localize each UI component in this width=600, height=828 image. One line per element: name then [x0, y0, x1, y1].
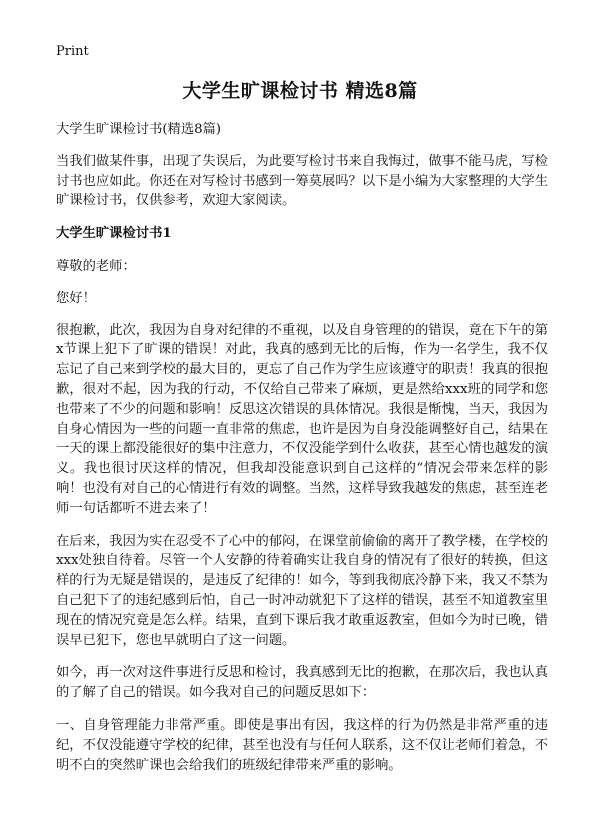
page-title: 大学生旷课检讨书 精选8篇 — [182, 80, 418, 102]
print-link[interactable]: Print — [56, 44, 89, 59]
body-paragraph: 在后来，我因为实在忍受不了心中的郁闷，在课堂前偷偷的离开了教学楼，在学校的xxx处独自待着。尽管一个人安静的待着确实让我自身的情况有了很好的转换，但这样的行为无疑是错误的，是违反了纪律的！如今，等到我彻底冷静下来，我又不禁为自己犯下了的违纪感到后怕，自己一时冲动就犯下了这样的错误，甚至不知道教室里现在的情况究竟是怎么样。结果，直到下课后我才敢重返教室，但如今为时已晚，错误早已犯下，您也早就明白了这一问题。 — [56, 533, 548, 648]
section-heading: 大学生旷课检讨书1 — [56, 226, 172, 242]
salutation: 尊敬的老师： — [56, 258, 136, 274]
greeting: 您好！ — [56, 290, 96, 306]
article-subtitle: 大学生旷课检讨书(精选8篇) — [56, 122, 222, 137]
body-paragraph: 如今，再一次对这件事进行反思和检讨，我真感到无比的抱歉，在那次后，我也认真的了解了自己的错误。如今我对自己的问题反思如下： — [56, 665, 548, 701]
body-paragraph: 很抱歉，此次，我因为自身对纪律的不重视，以及自身管理的的错误，竟在下午的第x节课上犯下了旷课的错误！对此，我真的感到无比的后悔，作为一名学生，我不仅忘记了自己来到学校的最大目的，更忘了自己作为学生应该遵守的职责！我真的很抱歉，很对不起，因为我的行动，不仅给自己带来了麻烦，更是然给xxx班的同学和您也带来了不少的问题和影响！反思这次错误的具体情况。我很是惭愧，当天，我因为自身心情因为一些的问题一直非常的焦虑，也许是因为自身没能调整好自己，结果在一天的课上都没能很好的集中注意力，不仅没能学到什么收获，甚至心情也越发的演义。我也很讨厌这样的情况，但我却没能意识到自己这样的“情况会带来怎样的影响！也没有对自己的心情进行有效的调整。当然，这样导致我越发的焦虑，甚至连老师一句话都听不进去来了！ — [56, 322, 548, 516]
body-paragraph: 一、自身管理能力非常严重。即使是事出有因，我这样的行为仍然是非常严重的违纪，不仅没能遵守学校的纪律，甚至也没有与任何人联系，这不仅让老师们着急，不明不白的突然旷课也会给我们的班级纪律带来严重的影响。 — [56, 717, 548, 773]
article-body — [56, 120, 548, 788]
intro-paragraph: 当我们做某件事，出现了失误后，为此要写检讨书来自我悔过，做事不能马虎，写检讨书也应如此。你还在对写检讨书感到一筹莫展吗？以下是小编为大家整理的大学生旷课检讨书，仅供参考，欢迎大家阅读。 — [56, 153, 548, 209]
